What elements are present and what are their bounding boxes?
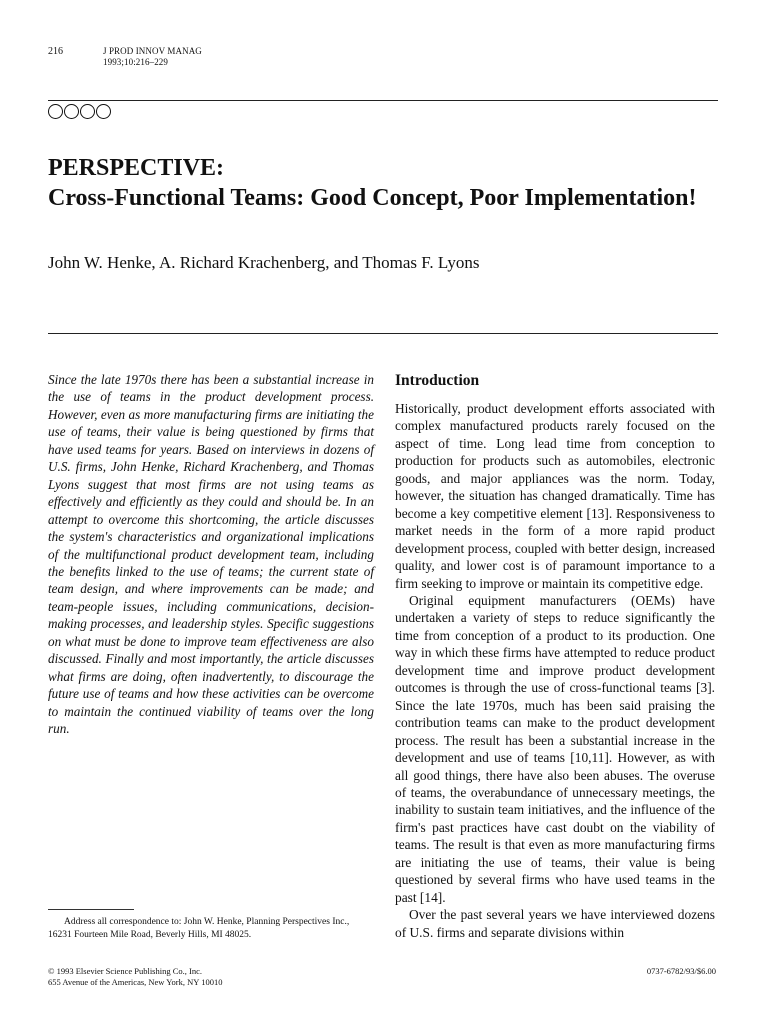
journal-volume: 1993;10:216–229 — [103, 57, 169, 67]
section-heading-introduction: Introduction — [395, 372, 480, 389]
page-number: 216 — [48, 46, 63, 57]
article-title: Cross-Functional Teams: Good Concept, Poor Implementation! — [48, 185, 697, 211]
abstract — [48, 371, 374, 738]
body-column — [395, 372, 715, 941]
circle-icon — [80, 104, 95, 119]
paragraph: Historically, product development efforts associated with complex manufactured products rarely focused on the aspect of time. Long lead time from conception to production for products such as automobiles, electronic goods, and major appliances was the norm. Today, however, the situation has changed dramatically. Time has become a key competitive element [13]. Responsiveness to market needs in the form of a more rapid product development process, coupled with better design, increased quality, and lower cost is of paramount importance to a firm seeking to improve or maintain its competitive edge. — [395, 401, 715, 591]
introduction-body — [395, 400, 715, 941]
paragraph: Original equipment manufacturers (OEMs) have undertaken a variety of steps to reduce significantly the time from conception of a product to its production. One way in which these firms have attempted to reduce product development time and improve product development outcomes is through the use of cross-functional teams [3]. Since the late 1970s, much has been said praising the contribution teams can make to the product development process. The result has been a substantial increase in the development and use of teams [10,11]. However, as with all good things, there have also been abuses. The overuse of teams, the overabundance of unnecessary meetings, the inability to sustain team initiatives, and the influence of the firm's past practices have cast doubt on the viability of teams. The result is that even as more manufacturing firms are initiating the use of teams, their value is being questioned by several firms who have used teams in the past [14]. — [395, 592, 715, 905]
circle-icon — [64, 104, 79, 119]
paragraph: Over the past several years we have interviewed dozens of U.S. firms and separate divisions within — [395, 907, 715, 940]
article-kicker: PERSPECTIVE: — [48, 155, 225, 181]
publisher-address: 655 Avenue of the Americas, New York, NY 10010 — [48, 976, 223, 987]
section-marker-circles — [48, 104, 111, 119]
journal-name: J PROD INNOV MANAG — [103, 46, 202, 56]
header-rule — [48, 100, 718, 101]
copyright-line: © 1993 Elsevier Science Publishing Co., Inc. — [48, 966, 203, 976]
journal-citation — [103, 46, 202, 68]
copyright-notice — [48, 966, 222, 987]
circle-icon — [48, 104, 63, 119]
issn-code: 0737-6782/93/$6.00 — [646, 966, 716, 976]
correspondence-footnote: Address all correspondence to: John W. Henke, Planning Perspectives Inc., 16231 Fourteen Mile Road, Beverly Hills, MI 48025. — [48, 917, 350, 940]
footnote-rule — [48, 909, 134, 910]
title-rule — [48, 333, 718, 334]
circle-icon — [96, 104, 111, 119]
article-authors: John W. Henke, A. Richard Krachenberg, and Thomas F. Lyons — [48, 253, 480, 272]
abstract-text: Since the late 1970s there has been a substantial increase in the use of teams in the product development process. However, even as more manufacturing firms are initiating the use of teams, their value is being questioned by firms that have used teams for years. Based on interviews in dozens of U.S. firms, John Henke, Richard Krachenberg, and Thomas Lyons suggest that most firms are not using teams as effectively and efficiently as they could and should be. In an attempt to overcome this shortcoming, the article discusses the system's characteristics and organizational implications of the multifunctional product development team, including the benefits linked to the use of teams; the current state of team design, and where improvements can be made; and team-people issues, including communications, decision-making processes, and leadership styles. Specific suggestions on what must be done to improve team effectiveness are also discussed. Finally and most importantly, the article discusses what firms are doing, often inadvertently, to discourage the future use of teams and how these activities can be overcome to maintain the continued viability of teams over the long run. — [48, 372, 374, 737]
